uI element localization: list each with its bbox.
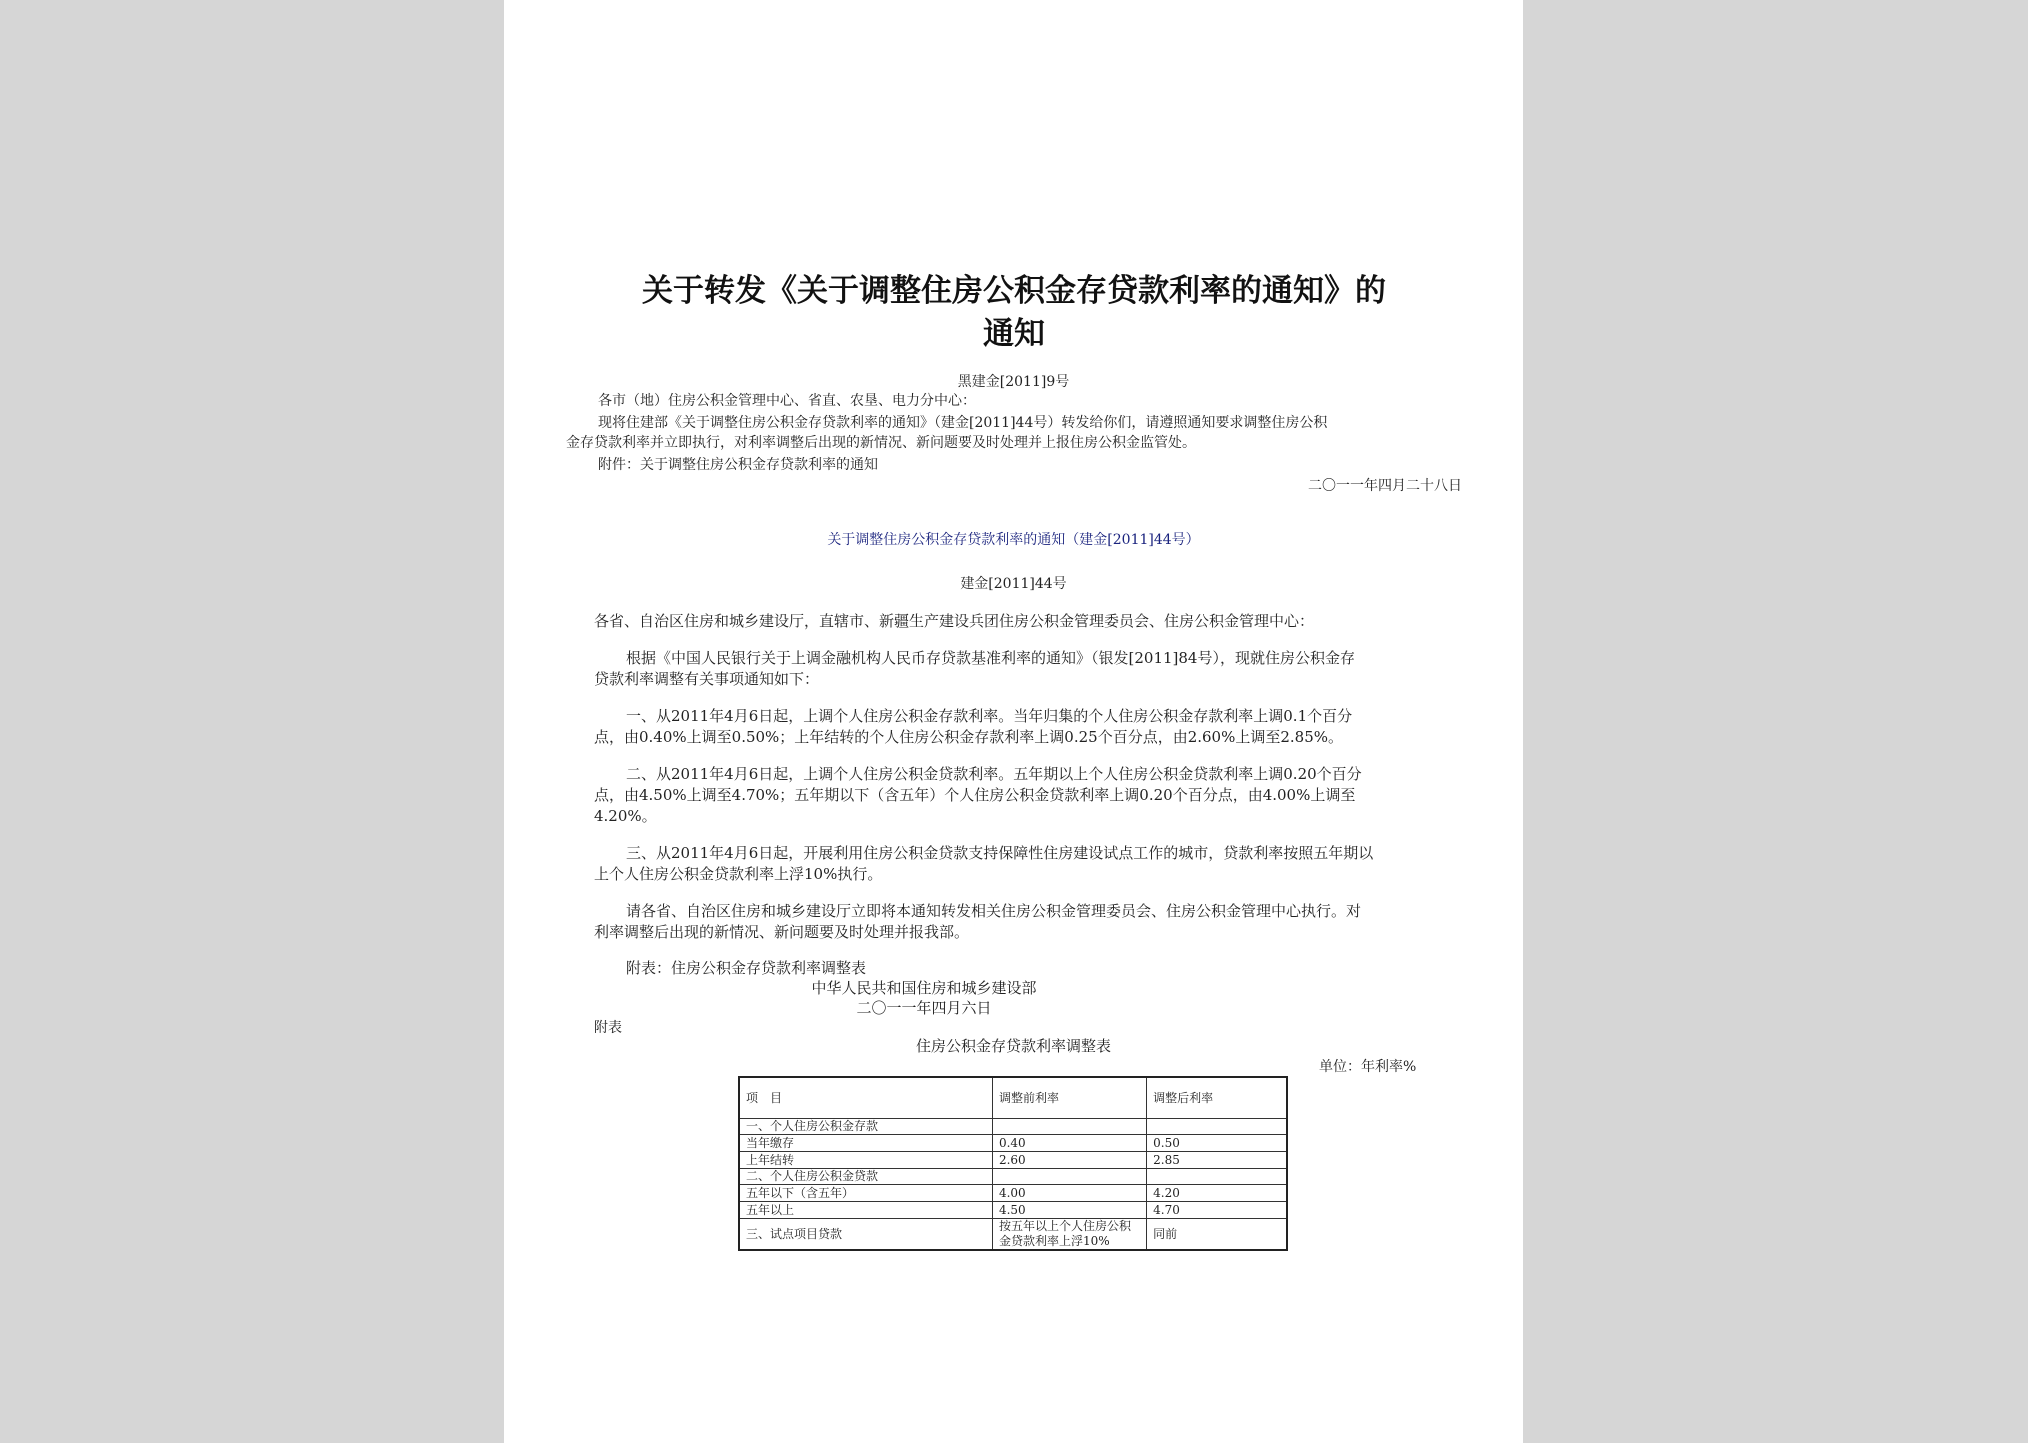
row-before: 2.60 — [992, 1152, 1146, 1169]
intro-line-2: 贷款利率调整有关事项通知如下： — [594, 670, 820, 688]
attached-table-line: 附表：住房公积金存贷款利率调整表 — [626, 959, 867, 977]
row-after: 2.85 — [1147, 1152, 1287, 1169]
row-label: 当年缴存 — [739, 1135, 992, 1152]
item1-line-2: 点，由0.40%上调至0.50%；上年结转的个人住房公积金存款利率上调0.25个百分点，由2.60%上调至2.85%。 — [594, 728, 1344, 746]
row-before: 按五年以上个人住房公积金贷款利率上浮10% — [992, 1219, 1146, 1251]
notice-number: 建金[2011]44号 — [960, 576, 1067, 592]
row-label: 五年以下（含五年） — [739, 1185, 992, 1202]
appendix-label: 附表 — [594, 1020, 622, 1036]
row-before — [992, 1119, 1146, 1135]
row-after: 0.50 — [1147, 1135, 1287, 1152]
document-page — [504, 0, 1523, 1443]
unit-label: 单位：年利率% — [1319, 1059, 1417, 1075]
table-row — [739, 1169, 1287, 1185]
row-label: 一、个人住房公积金存款 — [739, 1119, 992, 1135]
row-before — [992, 1169, 1146, 1185]
row-after: 4.20 — [1147, 1185, 1287, 1202]
header-after: 调整后利率 — [1147, 1077, 1287, 1119]
row-after: 同前 — [1147, 1219, 1287, 1251]
row-after: 4.70 — [1147, 1202, 1287, 1219]
row-before: 4.00 — [992, 1185, 1146, 1202]
attachment-line: 附件：关于调整住房公积金存贷款利率的通知 — [598, 457, 878, 473]
row-label: 五年以上 — [739, 1202, 992, 1219]
row-before: 4.50 — [992, 1202, 1146, 1219]
closing-line-1: 请各省、自治区住房和城乡建设厅立即将本通知转发相关住房公积金管理委员会、住房公积金管理中心执行。对 — [626, 902, 1362, 920]
table-row — [739, 1219, 1287, 1251]
body-line-2: 金存贷款利率并立即执行，对利率调整后出现的新情况、新问题要及时处理并上报住房公积金监管处。 — [566, 435, 1196, 451]
item2-line-1: 二、从2011年4月6日起，上调个人住房公积金贷款利率。五年期以上个人住房公积金贷款利率上调0.20个百分 — [626, 765, 1362, 783]
item3-line-1: 三、从2011年4月6日起，开展利用住房公积金贷款支持保障性住房建设试点工作的城市，贷款利率按照五年期以 — [626, 844, 1374, 862]
item2-line-3: 4.20%。 — [594, 807, 657, 825]
header-before: 调整前利率 — [992, 1077, 1146, 1119]
body-line-1: 现将住建部《关于调整住房公积金存贷款利率的通知》（建金[2011]44号）转发给你们，请遵照通知要求调整住房公积 — [598, 415, 1328, 431]
issuer: 中华人民共和国住房和城乡建设部 — [811, 979, 1037, 997]
rate-table — [738, 1076, 1288, 1251]
table-header-row — [739, 1077, 1287, 1119]
row-after — [1147, 1119, 1287, 1135]
table-row — [739, 1202, 1287, 1219]
notice-addressee: 各省、自治区住房和城乡建设厅，直辖市、新疆生产建设兵团住房公积金管理委员会、住房公积金管理中心： — [594, 612, 1315, 630]
item1-line-1: 一、从2011年4月6日起，上调个人住房公积金存款利率。当年归集的个人住房公积金存款利率上调0.1个百分 — [626, 707, 1353, 725]
notice-link[interactable]: 关于调整住房公积金存贷款利率的通知（建金[2011]44号） — [827, 532, 1200, 548]
row-label: 二、个人住房公积金贷款 — [739, 1169, 992, 1185]
addressee: 各市（地）住房公积金管理中心、省直、农垦、电力分中心： — [598, 393, 976, 409]
document-title — [564, 270, 1464, 356]
title-line-2: 通知 — [983, 316, 1045, 352]
table-title: 住房公积金存贷款利率调整表 — [915, 1037, 1111, 1055]
item3-line-2: 上个人住房公积金贷款利率上浮10%执行。 — [594, 865, 883, 883]
document-date: 二〇一一年四月二十八日 — [1308, 478, 1462, 494]
table-row — [739, 1119, 1287, 1135]
table-row — [739, 1152, 1287, 1169]
row-label: 上年结转 — [739, 1152, 992, 1169]
row-label: 三、试点项目贷款 — [739, 1219, 992, 1251]
row-before: 0.40 — [992, 1135, 1146, 1152]
closing-line-2: 利率调整后出现的新情况、新问题要及时处理并报我部。 — [594, 923, 970, 941]
doc-number: 黑建金[2011]9号 — [957, 374, 1070, 390]
row-after — [1147, 1169, 1287, 1185]
intro-line-1: 根据《中国人民银行关于上调金融机构人民币存贷款基准利率的通知》（银发[2011]84号），现就住房公积金存 — [626, 649, 1355, 667]
header-item: 项 目 — [739, 1077, 992, 1119]
table-row — [739, 1185, 1287, 1202]
issue-date: 二〇一一年四月六日 — [856, 999, 992, 1017]
item2-line-2: 点，由4.50%上调至4.70%；五年期以下（含五年）个人住房公积金贷款利率上调0.20个百分点，由4.00%上调至 — [594, 786, 1356, 804]
title-line-1: 关于转发《关于调整住房公积金存贷款利率的通知》的 — [642, 273, 1386, 309]
table-row — [739, 1135, 1287, 1152]
